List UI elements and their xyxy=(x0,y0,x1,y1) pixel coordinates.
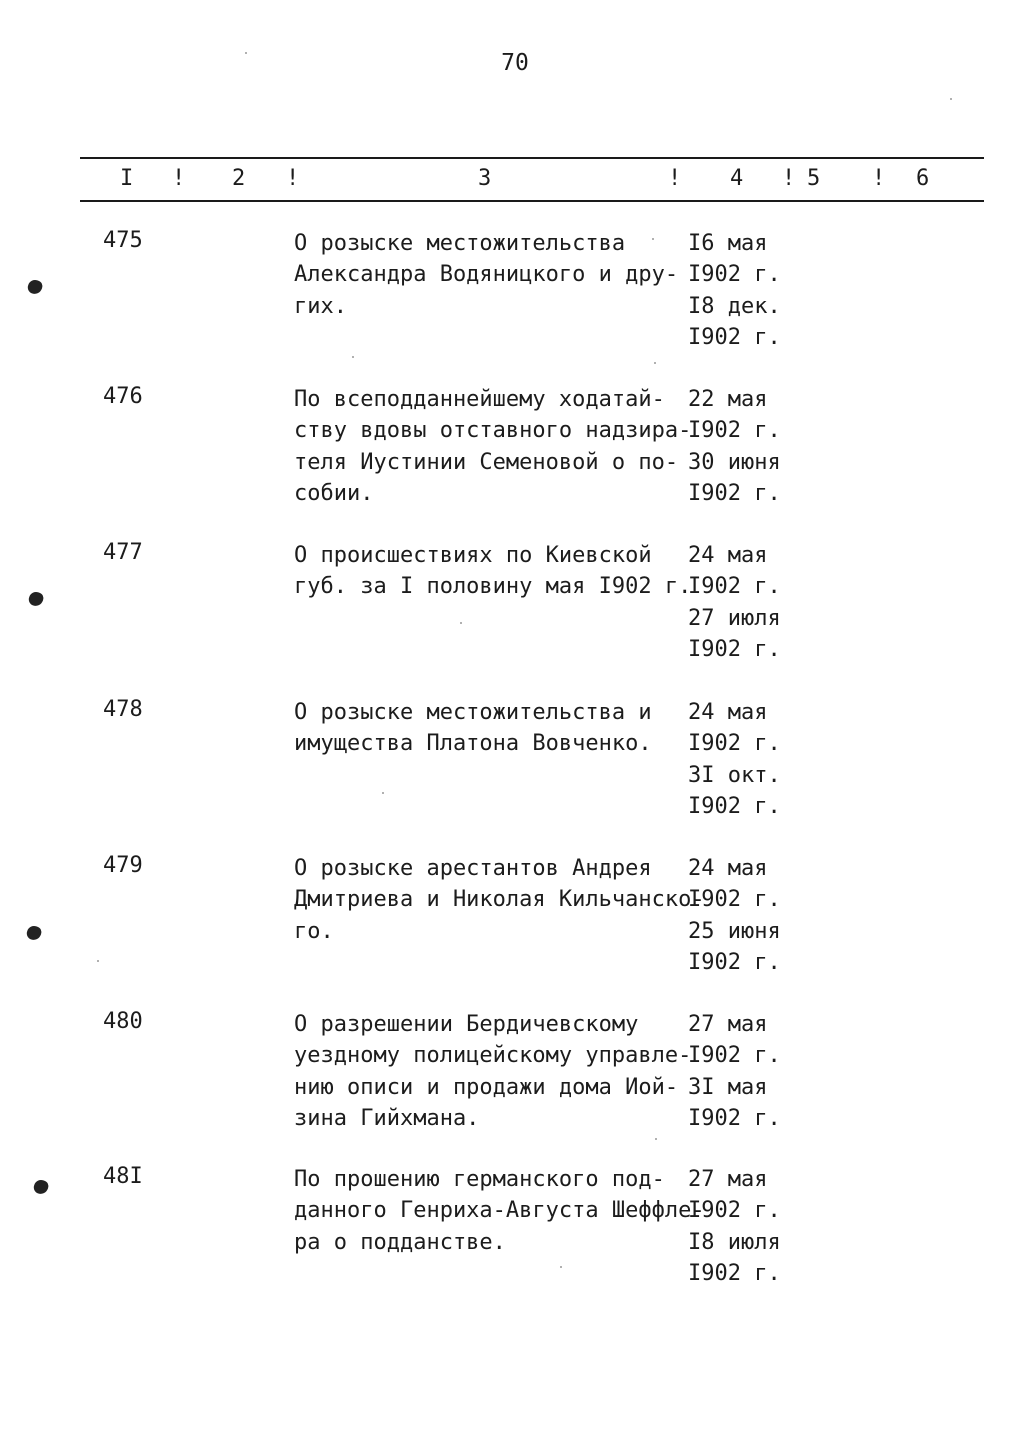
description-line: собии. xyxy=(294,480,374,506)
column-header-4: 4 xyxy=(730,166,744,191)
description-line: О разрешении Бердичевскому xyxy=(294,1012,639,1037)
scan-speck xyxy=(950,98,952,100)
binding-hole-mark xyxy=(26,278,44,296)
scan-speck xyxy=(652,238,654,240)
column-header-6: 6 xyxy=(916,166,930,191)
date-line: I902 г. xyxy=(688,262,781,288)
column-separator: ! xyxy=(286,166,300,191)
description-line: По прошению германского под- xyxy=(294,1167,665,1192)
scan-speck xyxy=(460,622,462,624)
column-header-2: 2 xyxy=(232,166,246,191)
column-separator: ! xyxy=(782,166,796,191)
description-line: зина Гийхмана. xyxy=(294,1105,480,1131)
entry-description xyxy=(294,540,691,603)
entry-dates xyxy=(688,697,781,822)
date-line: I902 г. xyxy=(688,793,781,819)
table-top-rule xyxy=(80,157,984,159)
entry-dates xyxy=(688,228,781,353)
description-line: теля Иустинии Семеновой о по- xyxy=(294,449,679,475)
date-line: I902 г. xyxy=(688,636,781,662)
date-line: I902 г. xyxy=(688,1198,781,1224)
entry-number: 480 xyxy=(103,1009,143,1034)
description-line: го. xyxy=(294,918,334,944)
date-line: 27 мая xyxy=(688,1012,768,1037)
column-header-1: I xyxy=(120,166,134,191)
description-line: ству вдовы отставного надзира- xyxy=(294,418,692,444)
description-line: О розыске местожительства xyxy=(294,231,626,256)
entry-number: 478 xyxy=(103,697,143,722)
date-line: 27 июля xyxy=(688,605,781,631)
entry-dates xyxy=(688,1009,781,1134)
column-header-5: 5 xyxy=(807,166,821,191)
binding-hole-mark xyxy=(32,1178,50,1196)
date-line: I902 г. xyxy=(688,574,781,600)
description-line: губ. за I половину мая I902 г. xyxy=(294,574,692,600)
entry-dates xyxy=(688,384,781,509)
description-line: данного Генриха-Августа Шеффле- xyxy=(294,1198,705,1224)
date-line: I902 г. xyxy=(688,949,781,975)
date-line: I8 июля xyxy=(688,1229,781,1255)
date-line: I902 г. xyxy=(688,887,781,913)
date-line: 30 июня xyxy=(688,449,781,475)
description-line: нию описи и продажи дома Иой- xyxy=(294,1074,679,1100)
entry-dates xyxy=(688,1164,781,1289)
date-line: 27 мая xyxy=(688,1167,768,1192)
date-line: 24 мая xyxy=(688,856,768,881)
column-separator: ! xyxy=(172,166,186,191)
column-header-row xyxy=(0,166,1024,194)
date-line: I8 дек. xyxy=(688,293,781,319)
scan-speck xyxy=(245,52,247,54)
date-line: I902 г. xyxy=(688,1043,781,1069)
date-line: 24 мая xyxy=(688,700,768,725)
description-line: Александра Водяницкого и дру- xyxy=(294,262,679,288)
scan-speck xyxy=(382,792,384,794)
column-separator: ! xyxy=(668,166,682,191)
entry-number: 48I xyxy=(103,1164,143,1189)
date-line: I902 г. xyxy=(688,418,781,444)
date-line: I902 г. xyxy=(688,324,781,350)
description-line: О происшествиях по Киевской xyxy=(294,543,652,568)
date-line: 3I мая xyxy=(688,1074,768,1100)
entry-description xyxy=(294,1009,691,1134)
binding-hole-mark xyxy=(25,924,43,942)
description-line: Дмитриева и Николая Кильчанско- xyxy=(294,887,705,913)
date-line: 24 мая xyxy=(688,543,768,568)
description-line: уездному полицейскому управле- xyxy=(294,1043,692,1069)
binding-hole-mark xyxy=(27,590,45,608)
date-line: I902 г. xyxy=(688,1105,781,1131)
entry-description xyxy=(294,697,652,760)
description-line: О розыске местожительства и xyxy=(294,700,652,725)
entry-number: 476 xyxy=(103,384,143,409)
scan-speck xyxy=(655,1138,657,1140)
scan-speck xyxy=(97,960,99,962)
date-line: 25 июня xyxy=(688,918,781,944)
description-line: О розыске арестантов Андрея xyxy=(294,856,652,881)
entry-number: 475 xyxy=(103,228,143,253)
description-line: По всеподданнейшему ходатай- xyxy=(294,387,665,412)
description-line: гих. xyxy=(294,293,347,319)
table-header-rule xyxy=(80,200,984,202)
entry-description xyxy=(294,1164,705,1258)
entry-description xyxy=(294,228,678,322)
description-line: имущества Платона Вовченко. xyxy=(294,731,652,757)
page-number: 70 xyxy=(501,50,529,76)
scan-speck xyxy=(654,362,656,364)
entry-dates xyxy=(688,540,781,665)
entry-description xyxy=(294,384,691,509)
scan-speck xyxy=(352,356,354,358)
date-line: 22 мая xyxy=(688,387,768,412)
date-line: I902 г. xyxy=(688,1260,781,1286)
entry-number: 479 xyxy=(103,853,143,878)
date-line: 3I окт. xyxy=(688,762,781,788)
column-header-3: 3 xyxy=(478,166,492,191)
column-separator: ! xyxy=(872,166,886,191)
date-line: I6 мая xyxy=(688,231,768,256)
description-line: ра о подданстве. xyxy=(294,1229,506,1255)
entry-dates xyxy=(688,853,781,978)
date-line: I902 г. xyxy=(688,480,781,506)
entry-description xyxy=(294,853,705,947)
date-line: I902 г. xyxy=(688,731,781,757)
scan-speck xyxy=(560,1266,562,1268)
entry-number: 477 xyxy=(103,540,143,565)
